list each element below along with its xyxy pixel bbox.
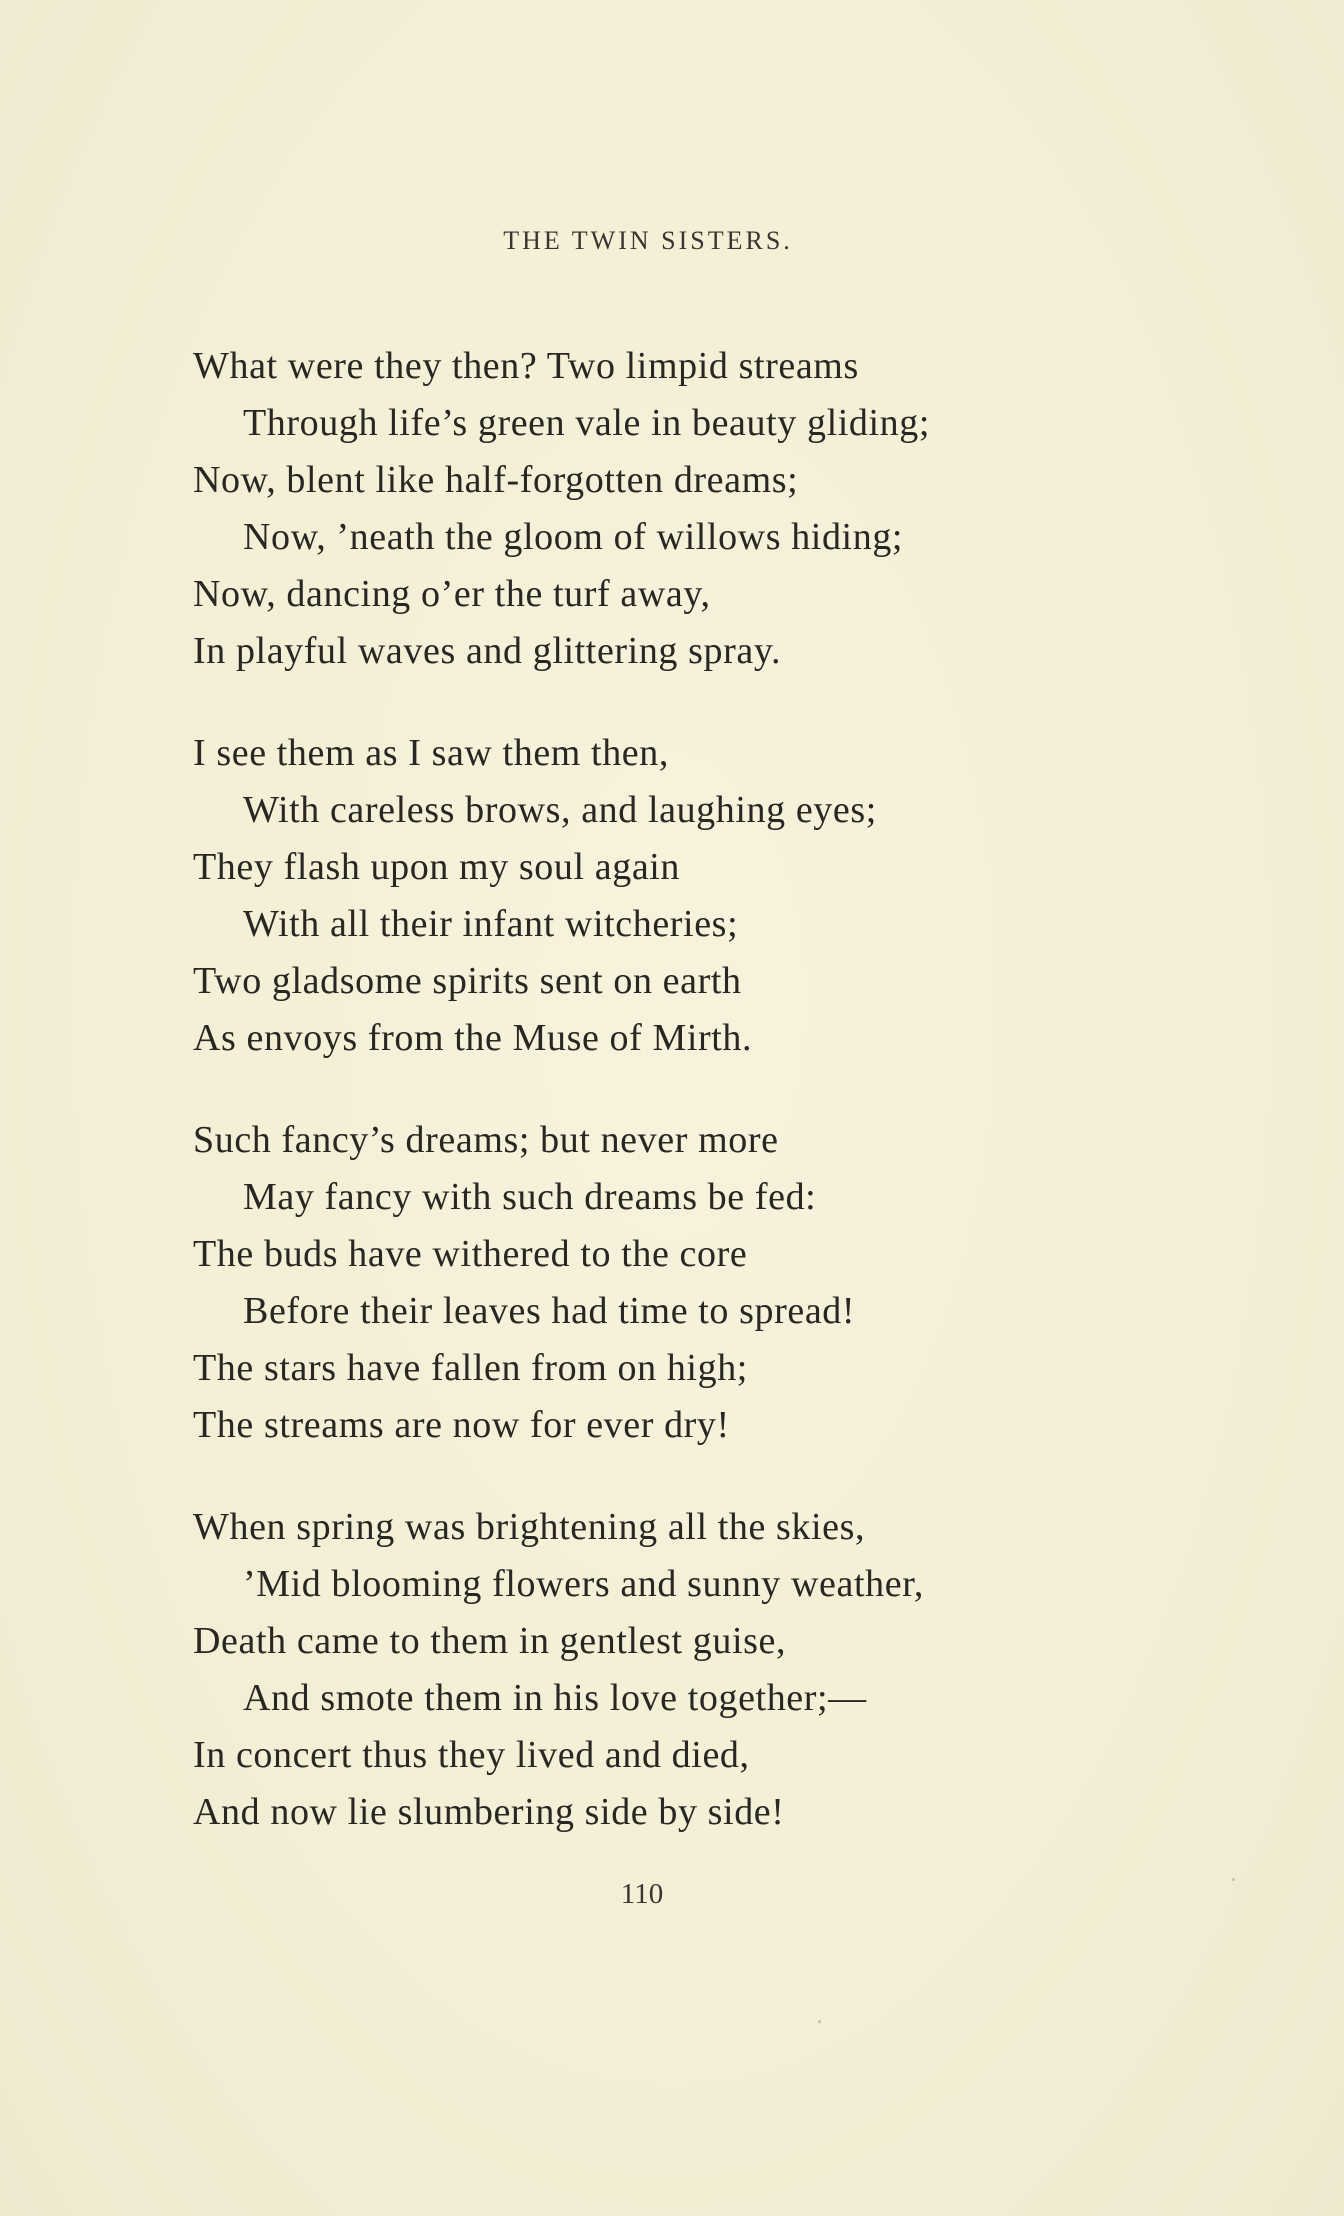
verse-line: The stars have fallen from on high; xyxy=(193,1347,748,1389)
verse-line: Now, dancing o’er the turf away, xyxy=(193,573,711,615)
verse-line: The buds have withered to the core xyxy=(193,1233,748,1275)
paper-speck xyxy=(818,2020,821,2023)
verse-line: With all their infant witcheries; xyxy=(243,903,739,945)
verse-line: When spring was brightening all the skies, xyxy=(193,1506,866,1548)
verse-line: The streams are now for ever dry! xyxy=(193,1404,730,1446)
verse-line: Before their leaves had time to spread! xyxy=(243,1290,856,1332)
verse-line: Now, ’neath the gloom of willows hiding; xyxy=(243,516,904,558)
verse-line: They flash upon my soul again xyxy=(193,846,681,888)
verse-line: ’Mid blooming flowers and sunny weather, xyxy=(243,1563,925,1605)
running-head: THE TWIN SISTERS. xyxy=(503,226,793,255)
poem xyxy=(193,338,1193,1886)
verse-line: In playful waves and glittering spray. xyxy=(193,630,782,672)
verse-line: And now lie slumbering side by side! xyxy=(193,1791,785,1833)
stanza xyxy=(193,1112,1193,1454)
stanza xyxy=(193,725,1193,1067)
verse-line: In concert thus they lived and died, xyxy=(193,1734,750,1776)
verse-line: As envoys from the Muse of Mirth. xyxy=(193,1017,753,1059)
verse-line: Such fancy’s dreams; but never more xyxy=(193,1119,779,1161)
verse-line: With careless brows, and laughing eyes; xyxy=(243,789,877,831)
verse-line: What were they then? Two limpid streams xyxy=(193,345,859,387)
verse-line: May fancy with such dreams be fed: xyxy=(243,1176,817,1218)
stanza xyxy=(193,1499,1193,1841)
verse-line: Death came to them in gentlest guise, xyxy=(193,1620,787,1662)
verse-line: And smote them in his love together;— xyxy=(243,1677,867,1719)
verse-line: I see them as I saw them then, xyxy=(193,732,669,774)
verse-line: Two gladsome spirits sent on earth xyxy=(193,960,742,1002)
page-number: 110 xyxy=(620,1878,664,1910)
paper-speck xyxy=(1232,1878,1235,1881)
verse-line: Now, blent like half-forgotten dreams; xyxy=(193,459,799,501)
stanza xyxy=(193,338,1193,680)
verse-line: Through life’s green vale in beauty gliding; xyxy=(243,402,931,444)
